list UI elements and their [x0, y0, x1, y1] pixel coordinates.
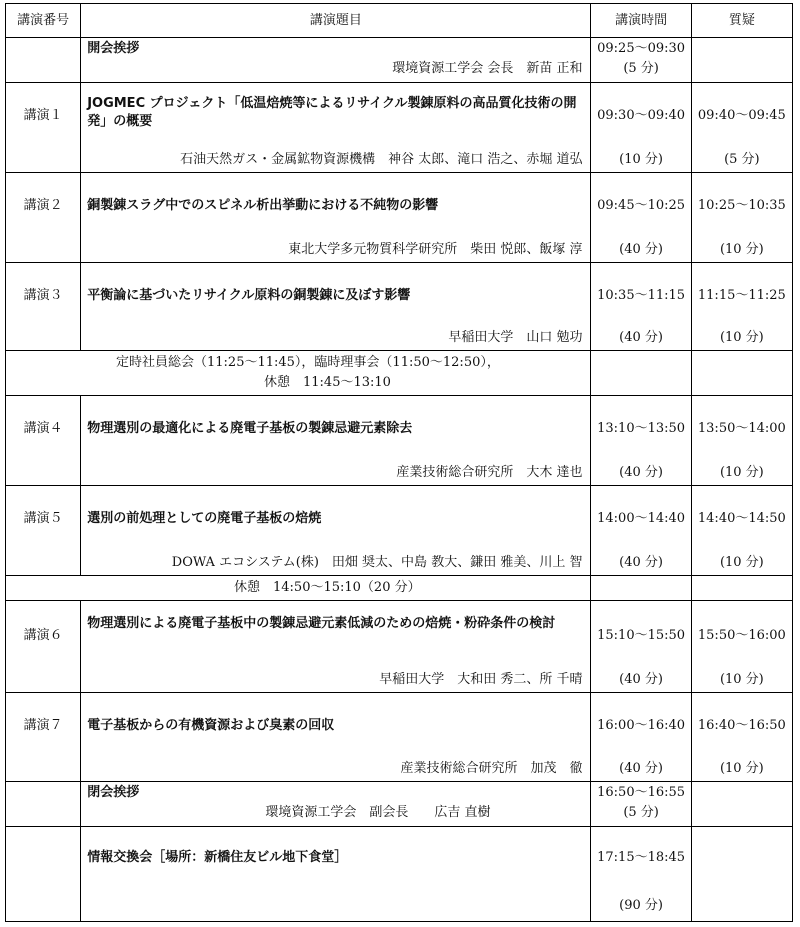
closing-time: 16:50〜16:55: [597, 785, 686, 800]
header-time: 講演時間: [591, 4, 691, 38]
talk-speaker: 石油天然ガス・金属鉱物資源機構 神谷 太郎、滝口 浩之、赤堀 道弘: [180, 152, 583, 167]
exchange-duration: (90 分): [619, 898, 663, 913]
table-row: [6, 486, 793, 576]
talk-speaker: 産業技術総合研究所 加茂 徹: [400, 761, 583, 776]
qa-duration: (10 分): [719, 330, 764, 345]
table-row: [6, 827, 793, 922]
talk-duration: (40 分): [619, 555, 663, 570]
qa-duration: (10 分): [719, 465, 764, 480]
talk-time: 16:00〜16:40: [597, 718, 686, 733]
table-row: [6, 263, 793, 351]
talk-duration: (10 分): [619, 152, 663, 167]
table-row: [6, 396, 793, 486]
talk-title: 物理選別の最適化による廃電子基板の製錬忌避元素除去: [87, 421, 413, 436]
break-line: 定時社員総会（11:25〜11:45），臨時理事会（11:50〜12:50），: [116, 355, 500, 370]
talk-title: 物理選別による廃電子基板中の製錬忌避元素低減のための焙焼・粉砕条件の検討: [87, 616, 556, 631]
talk-number: 講演６: [23, 628, 63, 643]
opening-duration: (5 分): [623, 61, 659, 76]
talk-number: 講演２: [23, 198, 63, 213]
header-row: [6, 4, 793, 38]
qa-time: 10:25〜10:35: [697, 198, 786, 213]
header-title: 講演題目: [81, 4, 591, 38]
qa-time: 11:15〜11:25: [697, 288, 786, 303]
opening-title: 開会挨拶: [87, 41, 140, 56]
talk-duration: (40 分): [619, 672, 663, 687]
break-line: 休憩 14:50〜15:10（20 分）: [234, 580, 421, 595]
talk-number: 講演１: [23, 108, 63, 123]
talk-time: 13:10〜13:50: [597, 421, 686, 436]
talk-number: 講演７: [23, 718, 63, 733]
talk-title: JOGMEC プロジェクト「低温焙焼等によるリサイクル製錬原料の高品質化技術の開発」の概要: [87, 96, 577, 129]
talk-title: 銅製錬スラグ中でのスピネル析出挙動における不純物の影響: [87, 198, 439, 213]
talk-title: 平衡論に基づいたリサイクル原料の銅製錬に及ぼす影響: [87, 288, 411, 303]
table-row: [6, 83, 793, 173]
opening-time: 09:25〜09:30: [597, 41, 686, 56]
talk-duration: (40 分): [619, 761, 663, 776]
qa-time: 16:40〜16:50: [697, 718, 786, 733]
table-row: [6, 351, 793, 396]
header-qa: 質疑: [691, 4, 792, 38]
opening-speaker: 環境資源工学会 会長 新苗 正和: [392, 61, 583, 76]
table-row: [6, 173, 793, 263]
talk-time: 09:45〜10:25: [597, 198, 686, 213]
qa-duration: (10 分): [719, 555, 764, 570]
talk-number: 講演３: [23, 288, 63, 303]
exchange-time: 17:15〜18:45: [597, 850, 686, 865]
talk-speaker: 早稲田大学 山口 勉功: [448, 330, 583, 345]
qa-time: 13:50〜14:00: [697, 421, 786, 436]
talk-duration: (40 分): [619, 330, 663, 345]
table-row: [6, 693, 793, 782]
talk-title: 電子基板からの有機資源および臭素の回収: [87, 718, 335, 733]
table-row: [6, 782, 793, 827]
talk-time: 15:10〜15:50: [597, 628, 686, 643]
talk-number: 講演４: [23, 421, 63, 436]
talk-speaker: DOWA エコシステム(株) 田畑 奨太、中島 教大、鎌田 雅美、川上 智: [171, 555, 583, 570]
break-line: 休憩 11:45〜13:10: [264, 375, 391, 390]
talk-time: 10:35〜11:15: [597, 288, 686, 303]
talk-number: 講演５: [23, 511, 63, 526]
closing-speaker: 環境資源工学会 副会長 広吉 直樹: [265, 805, 491, 820]
closing-title: 閉会挨拶: [87, 785, 140, 800]
qa-time: 15:50〜16:00: [697, 628, 786, 643]
program-table: [5, 3, 793, 922]
talk-time: 14:00〜14:40: [597, 511, 686, 526]
talk-duration: (40 分): [619, 242, 663, 257]
qa-time: 09:40〜09:45: [697, 108, 786, 123]
table-row: [6, 576, 793, 601]
talk-time: 09:30〜09:40: [597, 108, 686, 123]
qa-duration: (5 分): [724, 152, 760, 167]
exchange-title: 情報交換会［場所：新橋住友ビル地下食堂］: [87, 850, 348, 865]
talk-speaker: 産業技術総合研究所 大木 達也: [396, 465, 583, 480]
talk-title: 選別の前処理としての廃電子基板の焙焼: [87, 511, 322, 526]
qa-duration: (10 分): [719, 672, 764, 687]
talk-speaker: 早稲田大学 大和田 秀二、所 千晴: [379, 672, 583, 687]
talk-duration: (40 分): [619, 465, 663, 480]
talk-speaker: 東北大学多元物質科学研究所 柴田 悦郎、飯塚 淳: [288, 242, 583, 257]
closing-duration: (5 分): [623, 805, 659, 820]
qa-duration: (10 分): [719, 242, 764, 257]
table-row: [6, 601, 793, 693]
qa-duration: (10 分): [719, 761, 764, 776]
header-no: 講演番号: [6, 4, 81, 38]
table-row: [6, 38, 793, 83]
qa-time: 14:40〜14:50: [697, 511, 786, 526]
